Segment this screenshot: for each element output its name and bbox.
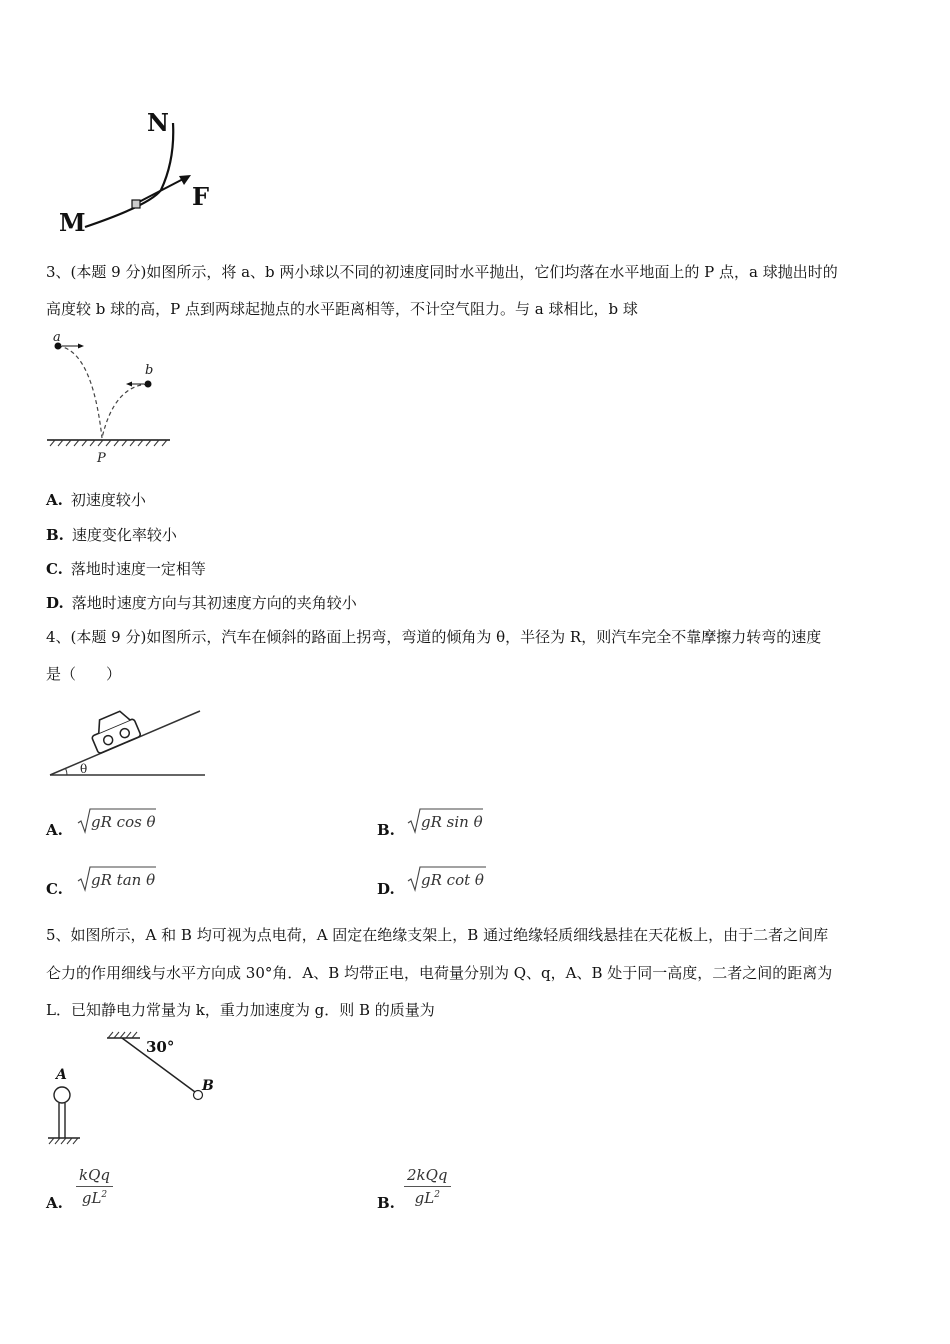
base-hatching	[49, 1138, 78, 1144]
charge-a	[54, 1087, 70, 1103]
curve-mn	[85, 123, 173, 227]
q3-option-c[interactable]	[46, 559, 206, 579]
option-letter: A.	[46, 821, 63, 839]
q3-option-d[interactable]	[46, 593, 357, 613]
q5-option-a[interactable]	[46, 1193, 71, 1213]
denominator-exponent: 2	[101, 1190, 108, 1200]
fraction-denominator	[76, 1187, 113, 1207]
option-letter: B.	[46, 526, 64, 544]
object-block	[132, 200, 140, 208]
q3-stem-line2: 高度较 b 球的高，P 点到两球起抛点的水平距离相等，不计空气阻力。与 a 球相比，b 球	[46, 300, 638, 318]
label-angle: 30°	[146, 1038, 175, 1056]
figure-car-on-incline	[45, 695, 210, 785]
denominator-base: gL	[81, 1189, 102, 1207]
option-expression: gR sin θ	[421, 813, 483, 831]
option-expression: gR cot θ	[421, 871, 484, 889]
angle-arc	[66, 768, 67, 775]
label-p: P	[97, 451, 106, 466]
force-arrow	[135, 177, 187, 204]
fraction-numerator: 2kQq	[404, 1166, 451, 1187]
ground-hatching	[50, 440, 167, 446]
q4-stem-line2: 是（ ）	[46, 665, 122, 683]
option-letter: D.	[46, 594, 64, 612]
denominator-exponent: 2	[434, 1190, 440, 1200]
q4-option-b[interactable]	[377, 820, 403, 840]
trajectory-a	[58, 346, 102, 438]
q3-option-a[interactable]	[46, 490, 146, 510]
option-text: 初速度较小	[70, 491, 146, 509]
velocity-b-arrowhead	[126, 382, 132, 387]
figure-curve-mn-force	[55, 105, 225, 235]
label-a: a	[53, 330, 61, 345]
option-expression: gR cos θ	[91, 813, 156, 831]
option-text: 落地时速度方向与其初速度方向的夹角较小	[71, 594, 357, 612]
option-text: 速度变化率较小	[71, 526, 177, 544]
velocity-a-arrowhead	[78, 344, 84, 349]
q4-option-a[interactable]	[46, 820, 71, 840]
car	[87, 707, 141, 754]
q5-stem-line1: 5、如图所示，A 和 B 均可视为点电荷，A 固定在绝缘支架上，B 通过绝缘轻质细线悬挂在天花板上，由于二者之间库	[46, 926, 829, 944]
option-letter: D.	[377, 880, 395, 898]
q3-option-b[interactable]	[46, 525, 177, 545]
trajectory-b	[102, 384, 148, 438]
q5-stem-line2: 仑力的作用细线与水平方向成 30°角．A、B 均带正电，电荷量分别为 Q、q，A、B 处于同一高度，二者之间的距离为	[46, 964, 833, 982]
q5-stem-line3: L．已知静电力常量为 k，重力加速度为 g．则 B 的质量为	[46, 1001, 435, 1019]
figure-charges-a-b	[42, 1028, 232, 1153]
q5-option-b[interactable]	[377, 1193, 403, 1213]
q3-stem-line1: 3、(本题 9 分)如图所示，将 a、b 两小球以不同的初速度同时水平抛出，它们均落在水平地面上的 P 点，a 球抛出时的	[46, 263, 838, 281]
q4-option-c[interactable]	[46, 879, 71, 899]
q4-option-b-radical	[406, 806, 496, 836]
option-letter: A.	[46, 491, 63, 509]
q5-option-a-fraction	[76, 1166, 113, 1207]
option-letter: A.	[46, 1194, 63, 1212]
label-a: A	[56, 1067, 67, 1083]
ceiling-hatching	[108, 1032, 137, 1038]
option-text: 落地时速度一定相等	[70, 560, 206, 578]
denominator-base: gL	[414, 1189, 435, 1207]
fraction-numerator: kQq	[76, 1166, 113, 1187]
q5-option-b-fraction	[404, 1166, 451, 1207]
label-b: B	[202, 1078, 214, 1094]
q4-stem-line1: 4、(本题 9 分)如图所示，汽车在倾斜的路面上拐弯，弯道的倾角为 θ，半径为 R，则汽车完全不靠摩擦力转弯的速度	[46, 628, 822, 646]
q4-option-c-radical	[76, 864, 166, 894]
option-letter: C.	[46, 560, 63, 578]
option-expression: gR tan θ	[91, 871, 156, 889]
ball-b	[145, 381, 152, 388]
fraction-denominator	[404, 1187, 451, 1207]
option-letter: B.	[377, 821, 395, 839]
label-theta: θ	[80, 762, 88, 776]
option-letter: C.	[46, 880, 63, 898]
option-letter: B.	[377, 1194, 395, 1212]
q4-option-d[interactable]	[377, 879, 403, 899]
q4-option-d-radical	[406, 864, 496, 894]
figure-projectiles	[42, 330, 177, 470]
label-n: N	[147, 108, 169, 137]
q4-option-a-radical	[76, 806, 166, 836]
label-m: M	[59, 208, 86, 235]
label-f: F	[192, 182, 210, 211]
label-b: b	[145, 363, 154, 378]
